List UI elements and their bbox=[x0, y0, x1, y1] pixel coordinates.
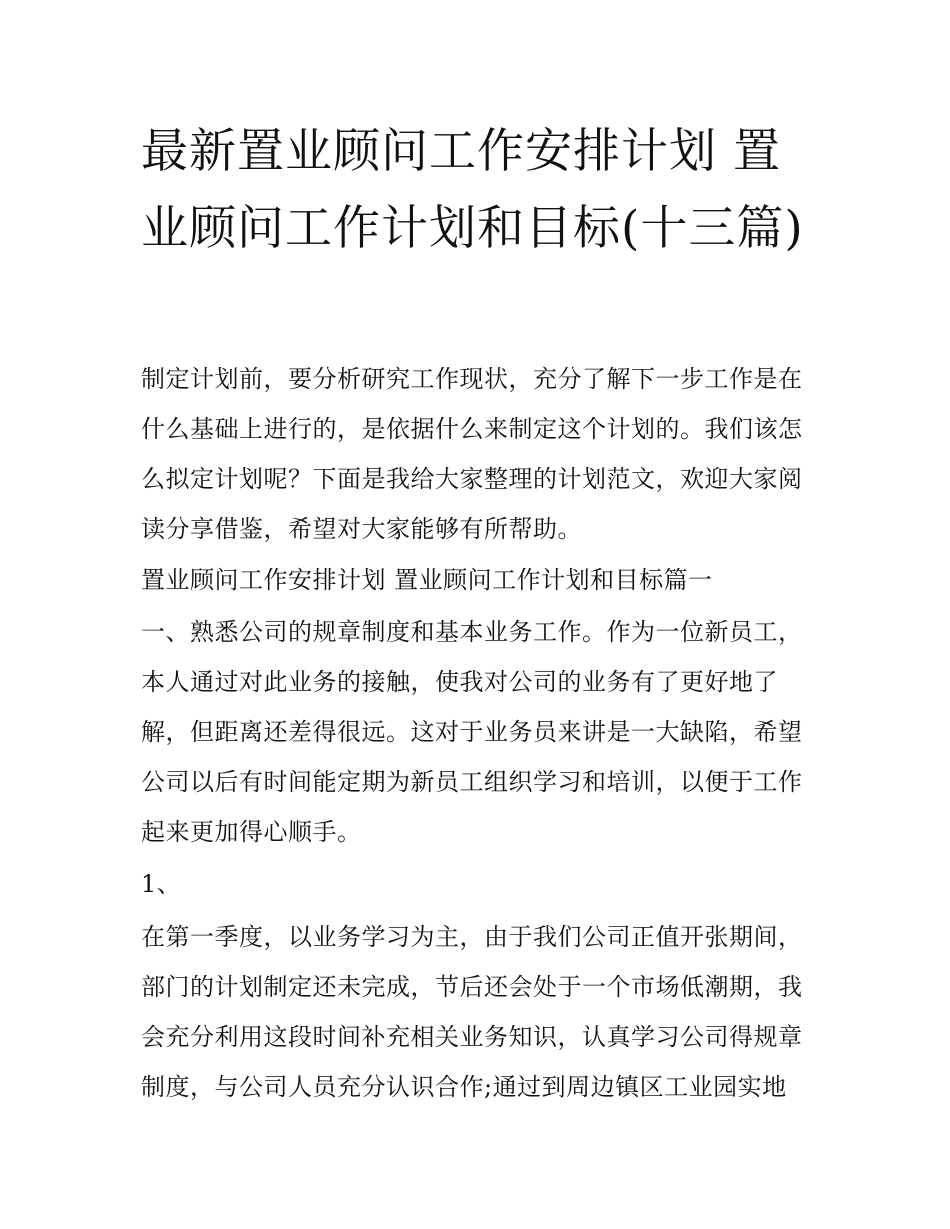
paragraph1-line-4: 公司以后有时间能定期为新员工组织学习和培训，以便于工作 bbox=[141, 768, 803, 796]
paragraph2-line-3: 会充分利用这段时间补充相关业务知识，认真学习公司得规章 bbox=[141, 1023, 803, 1051]
item-number: 1、 bbox=[141, 870, 182, 898]
intro-line-4: 读分享借鉴，希望对大家能够有所帮助。 bbox=[141, 515, 582, 543]
paragraph1-line-1: 一、熟悉公司的规章制度和基本业务工作。作为一位新员工， bbox=[141, 618, 803, 646]
paragraph1-line-3: 解，但距离还差得很远。这对于业务员来讲是一大缺陷，希望 bbox=[141, 718, 803, 746]
section-heading: 置业顾问工作安排计划 置业顾问工作计划和目标篇一 bbox=[141, 566, 713, 594]
paragraph2-line-2: 部门的计划制定还未完成，节后还会处于一个市场低潮期，我 bbox=[141, 973, 803, 1001]
paragraph2-line-4: 制度，与公司人员充分认识合作;通过到周边镇区工业园实地 bbox=[141, 1073, 787, 1101]
intro-line-3: 么拟定计划呢？下面是我给大家整理的计划范文，欢迎大家阅 bbox=[141, 465, 803, 493]
paragraph1-line-2: 本人通过对此业务的接触，使我对公司的业务有了更好地了 bbox=[141, 668, 778, 696]
intro-line-2: 什么基础上进行的，是依据什么来制定这个计划的。我们该怎 bbox=[141, 415, 803, 443]
paragraph1-line-5: 起来更加得心顺手。 bbox=[141, 818, 362, 846]
intro-line-1: 制定计划前，要分析研究工作现状，充分了解下一步工作是在 bbox=[141, 365, 803, 393]
paragraph2-line-1: 在第一季度，以业务学习为主，由于我们公司正值开张期间， bbox=[141, 923, 803, 951]
document-title: 最新置业顾问工作安排计划 置业顾问工作计划和目标(十三篇) bbox=[141, 124, 804, 256]
